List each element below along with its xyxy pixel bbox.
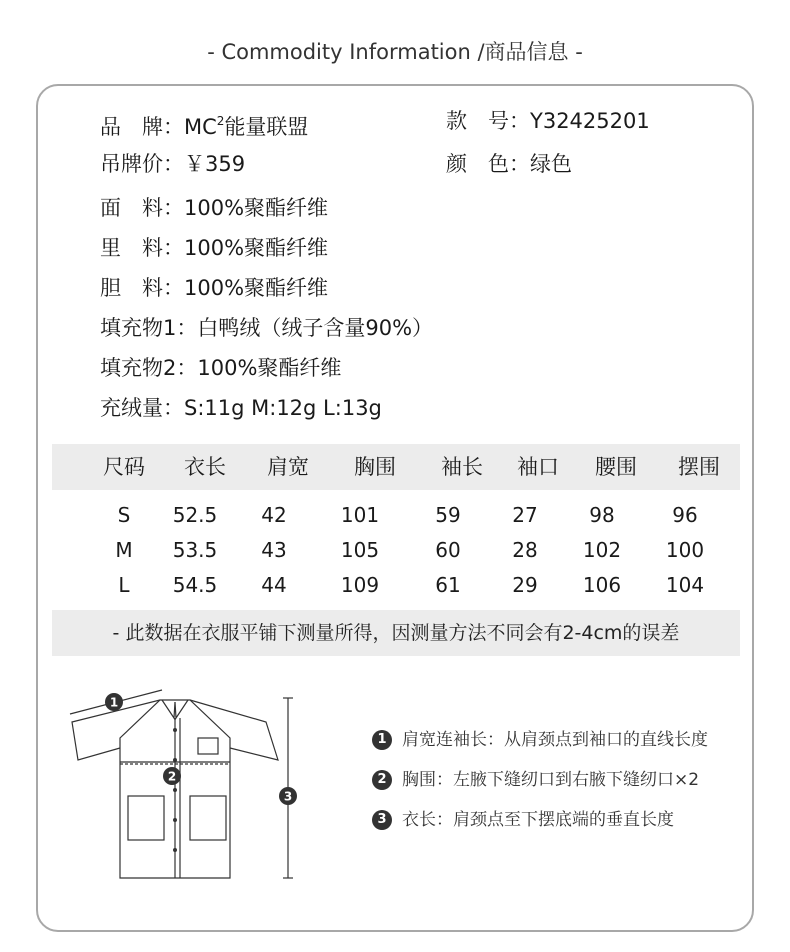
filling1-value: 白鸭绒（绒子含量90%） [197, 316, 434, 340]
measurement-legend [372, 726, 708, 846]
inner-value: 100%聚酯纤维 [184, 276, 329, 300]
header-length: 衣长 [184, 455, 226, 479]
table-cell: 109 [340, 573, 380, 597]
color-label: 颜 色： [446, 152, 530, 176]
lining-row [100, 233, 328, 263]
table-row [52, 533, 740, 568]
table-cell: 44 [261, 573, 287, 597]
down-value: S:11g M:12g L:13g [184, 396, 382, 420]
style-value: Y32425201 [530, 109, 650, 133]
table-cell: 54.5 [172, 573, 218, 597]
page-title: - Commodity Information /商品信息 - [207, 40, 583, 64]
table-cell: 52.5 [172, 503, 218, 527]
filling2-value: 100%聚酯纤维 [197, 356, 342, 380]
header-size: 尺码 [103, 455, 145, 479]
legend-number-3: 3 [372, 810, 392, 830]
table-cell: 100 [665, 538, 705, 562]
price-label: 吊牌价： [100, 152, 184, 176]
size-table [52, 444, 740, 603]
table-cell: 59 [435, 503, 461, 527]
legend-item [372, 766, 708, 806]
coat-measurement-diagram [58, 678, 338, 892]
price-row [100, 149, 245, 179]
table-cell: 27 [512, 503, 538, 527]
filling2-row [100, 353, 341, 383]
coat-sketch [58, 678, 338, 888]
lining-value: 100%聚酯纤维 [184, 236, 329, 260]
table-header [52, 444, 740, 490]
measurement-note: - 此数据在衣服平铺下测量所得，因测量方法不同会有2-4cm的误差 [52, 610, 740, 656]
brand-row [100, 106, 309, 139]
table-cell: 106 [582, 573, 622, 597]
down-row [100, 393, 382, 423]
inner-row [100, 273, 328, 303]
table-cell: 29 [512, 573, 538, 597]
table-cell: 105 [340, 538, 380, 562]
table-row [52, 498, 740, 533]
legend-text: 肩宽连袖长：从肩颈点到袖口的直线长度 [402, 730, 708, 750]
table-cell: 96 [672, 503, 698, 527]
filling2-label: 填充物2： [100, 356, 198, 380]
brand-label: 品 牌： [100, 115, 184, 139]
table-cell: 61 [435, 573, 461, 597]
table-row [52, 568, 740, 603]
style-label: 款 号： [446, 109, 530, 133]
header-cuff: 袖口 [517, 455, 559, 479]
table-cell: L [118, 573, 130, 597]
header-chest: 胸围 [354, 455, 396, 479]
marker-1-label: 1 [109, 695, 119, 710]
legend-number-2: 2 [372, 770, 392, 790]
table-cell: 104 [665, 573, 705, 597]
color-row [446, 149, 572, 179]
color-value: 绿色 [530, 152, 572, 176]
table-cell: 102 [582, 538, 622, 562]
fabric-label: 面 料： [100, 196, 184, 220]
legend-text: 衣长：肩颈点至下摆底端的垂直长度 [402, 810, 674, 830]
fabric-row [100, 193, 328, 223]
legend-item [372, 806, 708, 846]
brand-value-sup: 2 [216, 114, 225, 128]
lining-label: 里 料： [100, 236, 184, 260]
table-cell: 60 [435, 538, 461, 562]
table-cell: S [117, 503, 131, 527]
fabric-value: 100%聚酯纤维 [184, 196, 329, 220]
filling1-row [100, 313, 433, 343]
marker-3-label: 3 [283, 789, 293, 804]
table-cell: 98 [589, 503, 615, 527]
down-label: 充绒量： [100, 396, 184, 420]
table-cell: 28 [512, 538, 538, 562]
table-cell: 42 [261, 503, 287, 527]
marker-2-label: 2 [167, 769, 177, 784]
table-cell: 43 [261, 538, 287, 562]
table-cell: M [115, 538, 133, 562]
price-value: ￥359 [184, 152, 246, 176]
brand-value-pre: MC [184, 115, 217, 139]
filling1-label: 填充物1： [100, 316, 198, 340]
legend-text: 胸围：左腋下缝纫口到右腋下缝纫口×2 [402, 770, 700, 790]
commodity-info-card [36, 84, 754, 932]
inner-label: 胆 料： [100, 276, 184, 300]
legend-number-1: 1 [372, 730, 392, 750]
header-hem: 摆围 [678, 455, 720, 479]
header-sleeve: 袖长 [441, 455, 483, 479]
table-cell: 53.5 [172, 538, 218, 562]
style-row [446, 106, 650, 136]
header-waist: 腰围 [595, 455, 637, 479]
legend-item [372, 726, 708, 766]
brand-value-post: 能量联盟 [224, 115, 309, 139]
header-shoulder: 肩宽 [267, 455, 309, 479]
table-cell: 101 [340, 503, 380, 527]
